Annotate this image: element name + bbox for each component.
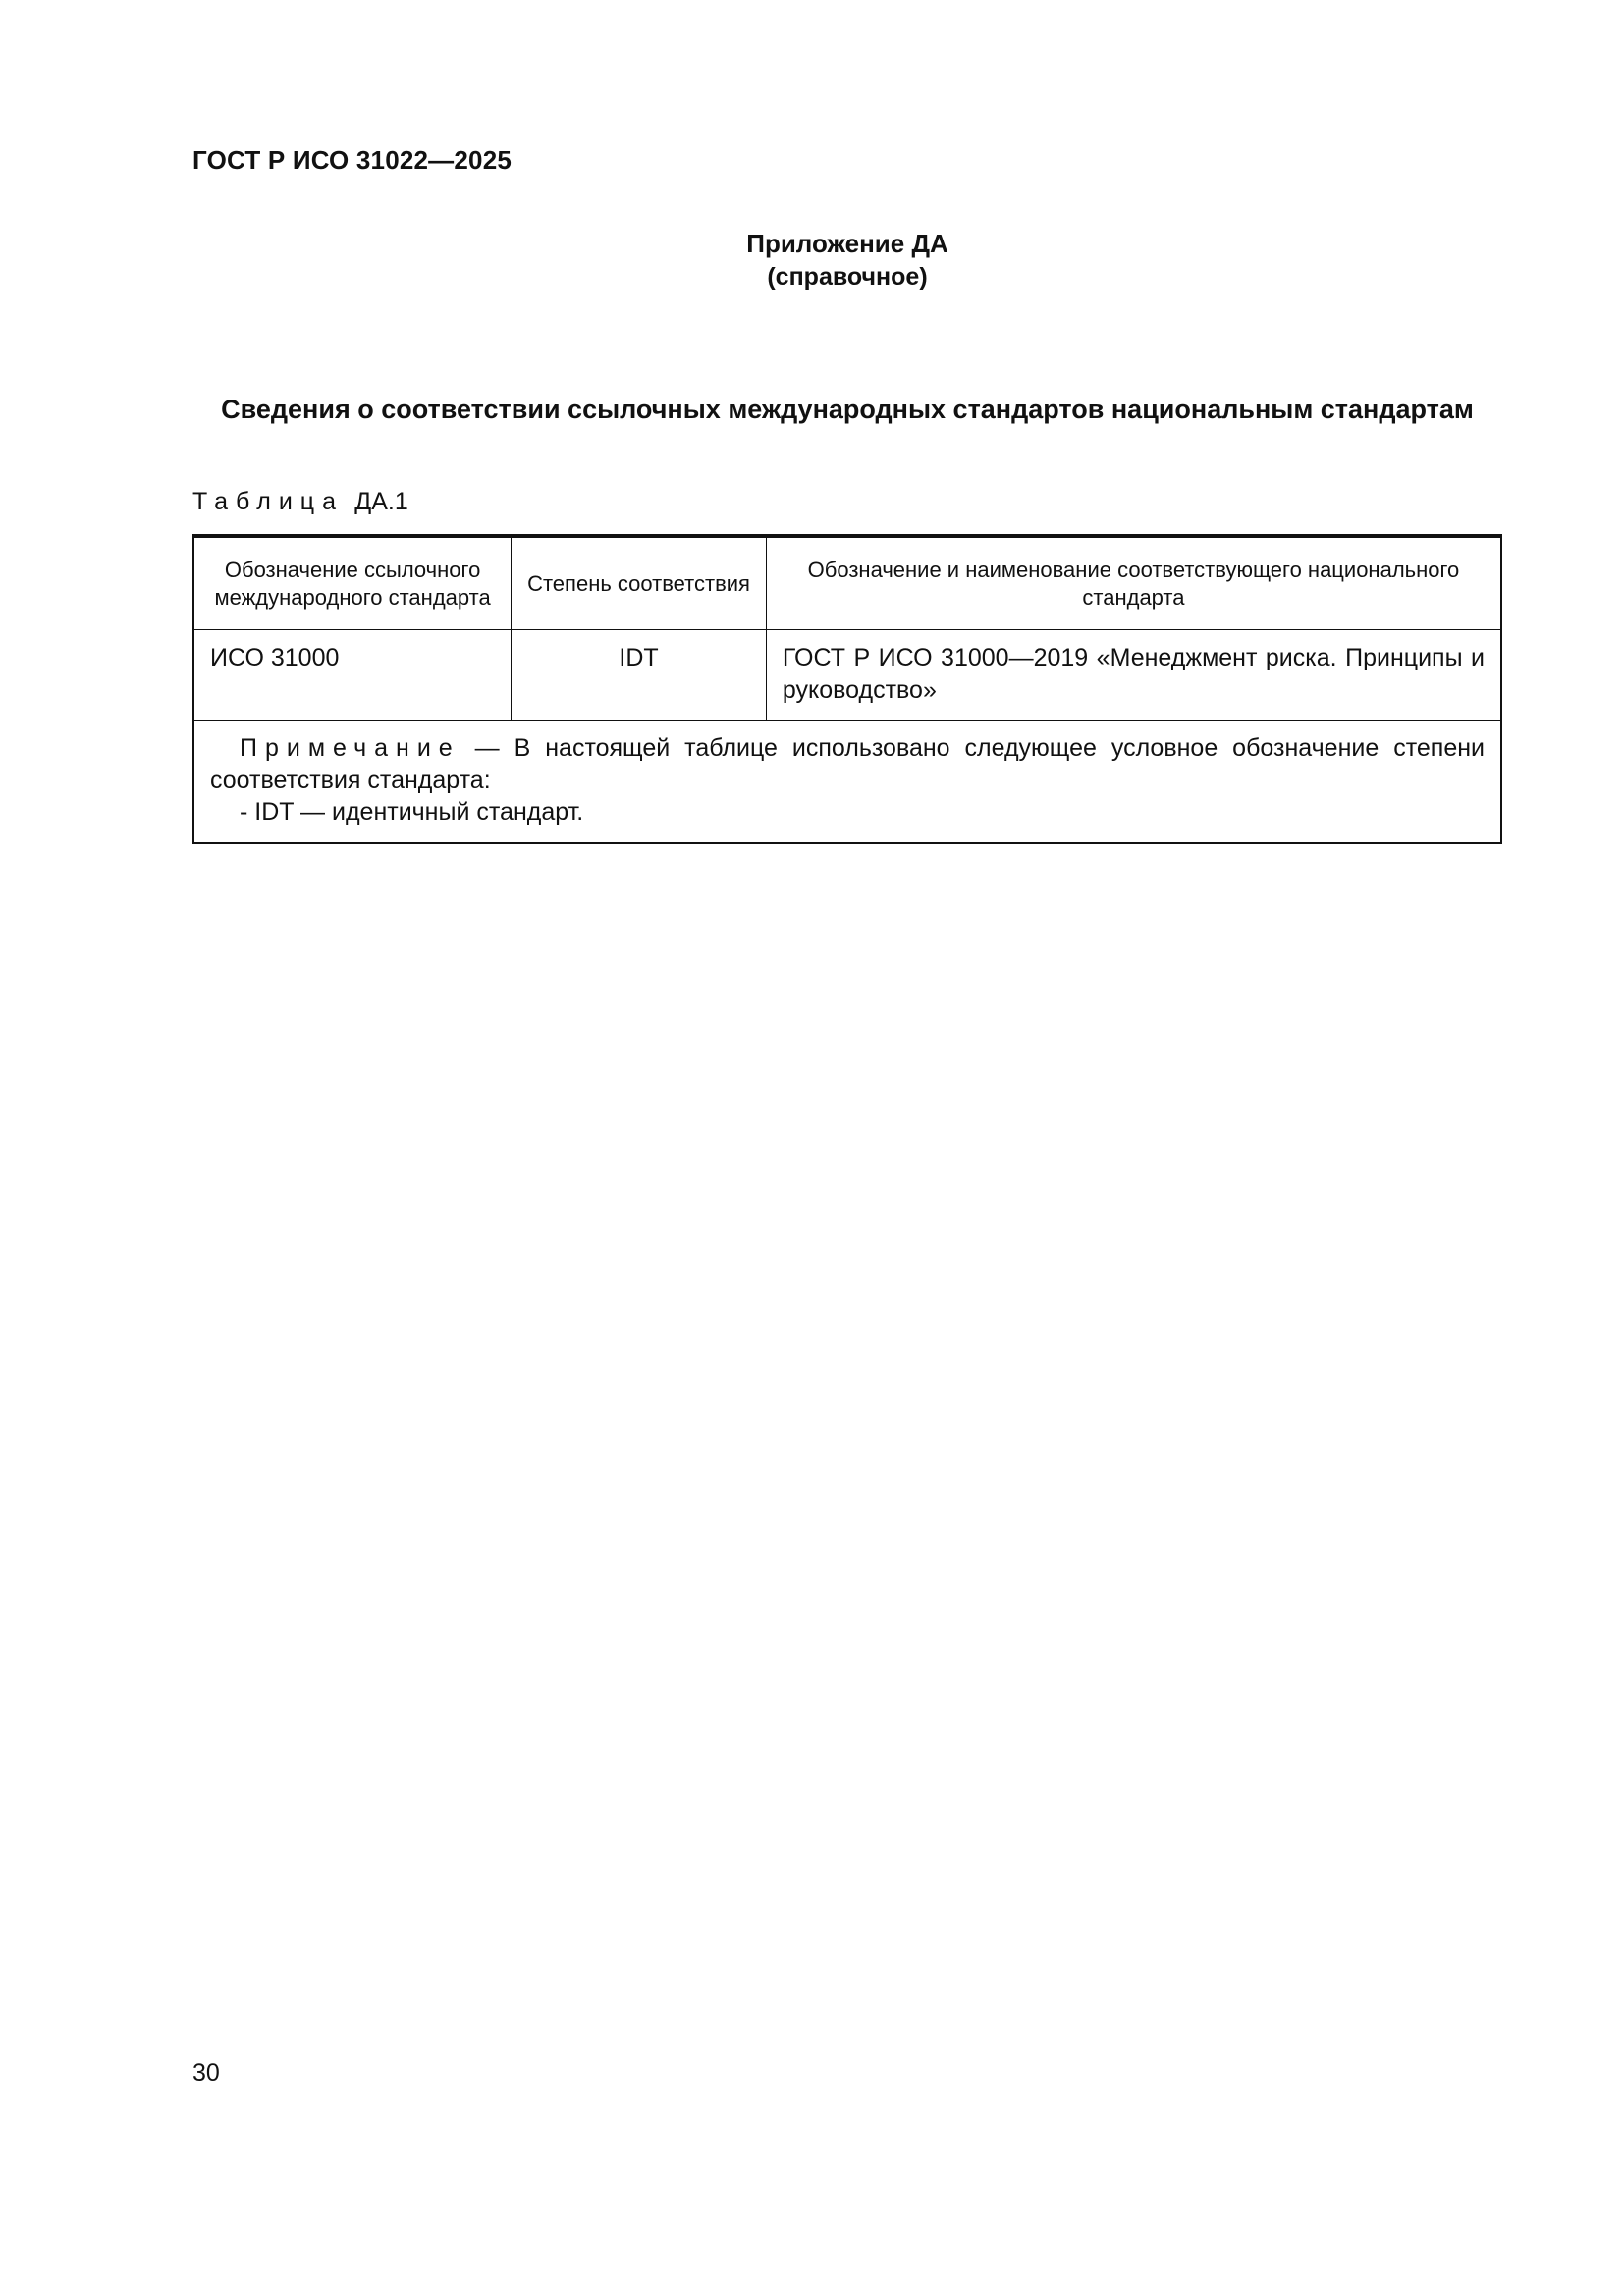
column-header-reference-standard: Обозначение ссылочного международного стандарта (193, 536, 512, 630)
correspondence-table (192, 534, 1502, 844)
appendix-title: Приложение ДА (746, 229, 948, 258)
column-header-degree: Степень соответствия (512, 536, 767, 630)
table-note-row (193, 721, 1501, 843)
section-title: Сведения о соответствии ссылочных международных стандартов национальным стандартам (221, 394, 1474, 424)
document-code-header: ГОСТ Р ИСО 31022—2025 (192, 145, 513, 175)
cell-national-standard: ГОСТ Р ИСО 31000—2019 «Менеджмент риска. Принципы и руководство» (766, 630, 1501, 721)
note-label: Примечание (240, 734, 460, 763)
table-header-row (193, 536, 1501, 630)
table-caption (192, 488, 1502, 516)
page-content (192, 145, 1502, 844)
table-note-cell (193, 721, 1501, 843)
cell-reference-standard: ИСО 31000 (193, 630, 512, 721)
table-caption-word: Таблица (192, 487, 345, 515)
appendix-subtitle: (справочное) (767, 263, 928, 292)
table-row (193, 630, 1501, 721)
note-text: — В настоящей таблице использовано следующее условное обозначение степени соответствия стандарта: (210, 734, 1485, 794)
page-number: 30 (192, 2059, 220, 2087)
column-header-national-standard: Обозначение и наименование соответствующего национального стандарта (766, 536, 1501, 630)
note-list-item: - IDT — идентичный стандарт. (240, 798, 584, 827)
appendix-heading (192, 227, 1502, 294)
table-note-paragraph (210, 732, 1485, 796)
cell-degree: IDT (512, 630, 767, 721)
table-caption-number: ДА.1 (354, 487, 408, 515)
